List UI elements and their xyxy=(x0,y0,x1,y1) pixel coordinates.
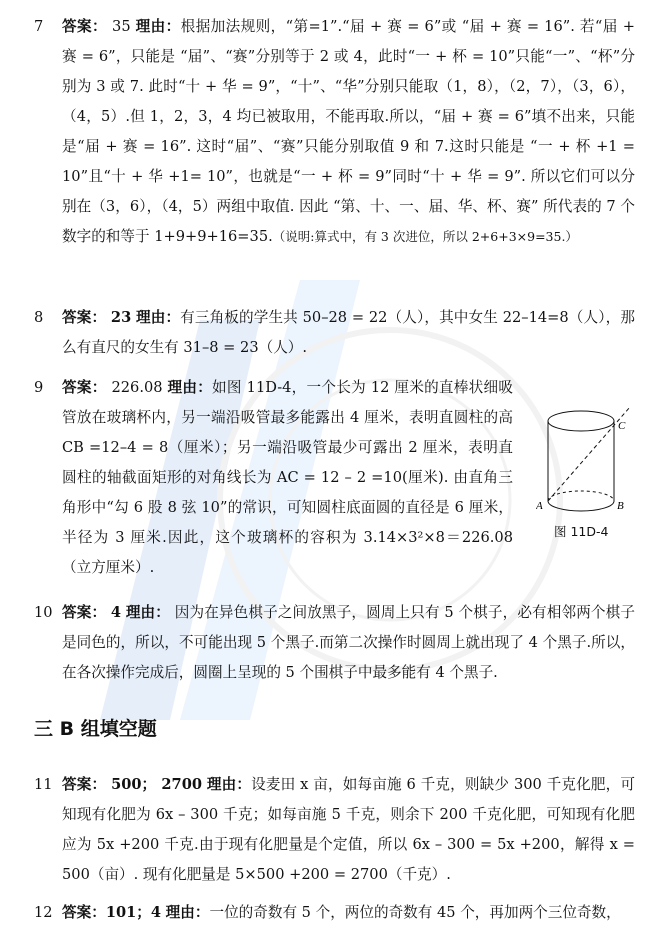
answer-value: 226.08 xyxy=(111,379,163,396)
answer-label: 答案 xyxy=(62,904,92,921)
reason-label: 理由 xyxy=(165,904,195,921)
figure-label-b: B xyxy=(617,500,624,512)
answer-item-8 xyxy=(0,303,661,363)
answer-item-10 xyxy=(0,598,661,693)
item-body: 答案： 4 理由： 因为在异色棋子之间放黑子，圆周上只有 5 个棋子，必有相邻两个棋子是同色的，所以，不可能出现 5 个黑子.而第二次操作时圆周上就出现了 4 个黑子.所以，在各次操作完成后，圆圈上呈现的 5 个围棋子中最多能有 4 个黑子. xyxy=(62,604,635,681)
reason-note: （说明:算式中，有 3 次进位，所以 2+6+3×9=35.） xyxy=(272,229,578,244)
reason-text: 如图 11D-4，一个长为 12 厘米的直棒状细吸管放在玻璃杯内，另一端沿吸管最多能露出 4 厘米，表明直圆柱的高 CB =12–4 = 8（厘米）；另一端沿吸管最少可露出 2 厘米，表明直圆柱的轴截面矩形的对角线长为 AC = 12 – 2 =10(厘米). 由直角三角形中“勾 6 股 8 弦 10”的常识，可知圆柱底面圆的直径是 6 厘米，半径为 3 厘米.因此，这个玻璃杯的容积为 3.14×3²×8＝226.08（立方厘米）. xyxy=(62,379,513,576)
answer-value: 500； 2700 xyxy=(111,776,203,793)
answer-value: 101；4 xyxy=(105,904,162,921)
reason-label: 理由 xyxy=(136,309,166,326)
answer-label: 答案 xyxy=(62,18,92,35)
item-number: 8 xyxy=(34,309,44,326)
item-number: 7 xyxy=(34,18,44,35)
reason-text: 一位的奇数有 5 个，两位的奇数有 45 个，再加两个三位奇数， xyxy=(209,904,621,921)
reason-label: 理由 xyxy=(135,18,166,35)
answer-label: 答案 xyxy=(62,604,92,621)
item-body: 答案： 226.08 理由：如图 11D-4，一个长为 12 厘米的直棒状细吸管放在玻璃杯内，另一端沿吸管最多能露出 4 厘米，表明直圆柱的高 CB =12–4 = 8（厘米）；另一端沿吸管最少可露出 2 厘米，表明直圆柱的轴截面矩形的对角线长为 AC = 12 – 2 =10(厘米). 由直角三角形中“勾 6 股 8 弦 10”的常识，可知圆柱底面圆的直径是 6 厘米，半径为 3 厘米.因此，这个玻璃杯的容积为 3.14×3²×8＝226.08（立方厘米）. xyxy=(62,379,513,576)
answer-label: 答案 xyxy=(62,309,92,326)
item-number: 9 xyxy=(34,379,44,396)
answer-label: 答案 xyxy=(62,776,92,793)
reason-text: 有三角板的学生共 50–28 = 22（人），其中女生 22–14=8（人），那么有直尺的女生有 31–8 = 23（人）. xyxy=(62,309,635,356)
answer-value: 35 xyxy=(112,18,131,35)
answer-item-7 xyxy=(0,12,661,292)
figure-label-a: A xyxy=(536,500,543,512)
item-body: 答案： 23 理由：有三角板的学生共 50–28 = 22（人），其中女生 22–14=8（人），那么有直尺的女生有 31–8 = 23（人）. xyxy=(62,309,635,356)
item-body: 答案： 500； 2700 理由：设麦田 x 亩，如每亩施 6 千克，则缺少 300 千克化肥，可知现有化肥为 6x – 300 千克；如每亩施 5 千克，则余下 200 千克化肥，可知现有化肥应为 5x +200 千克.由于现有化肥量是个定值，所以 6x – 300 = 5x +200，解得 x = 500（亩）. 现有化肥量是 5×500 +200 = 2700（千克）. xyxy=(62,776,635,883)
item-body: 答案： 35 理由：根据加法规则，“第=1”.“届 + 赛 = 6”或 “届 + 赛 = 16”. 若“届 + 赛 = 6”，只能是 “届”、“赛”分别等于 2 或 4，此时“一 + 杯 = 10”只能“一”、“杯”分别为 3 或 7. 此时“十 + 华 = 9”，“十”、“华”分别只能取（1，8），（2，7），（3，6），（4，5）.但 1，2，3，4 均已被取用，不能再取.所以，“届 + 赛 = 6”填不出来，只能是“届 + 赛 = 16”. 这时“届”、“赛”只能分别取值 9 和 7.这时只能是 “一 + 杯 +1 = 10”且“十 + 华 +1= 10”，也就是“一 + 杯 = 9”同时“十 + 华 = 9”. 所以它们可以分别在（3，6），（4，5）两组中取值. 因此 “第、十、一、届、华、杯、赛” 所代表的 7 个数字的和等于 1+9+9+16=35.（说明:算式中，有 3 次进位，所以 2+6+3×9=35.） xyxy=(62,18,635,245)
answer-value: 23 xyxy=(110,309,132,326)
reason-label: 理由 xyxy=(206,776,237,793)
figure-caption: 图 11D-4 xyxy=(554,524,609,539)
answer-value: 4 xyxy=(110,604,122,621)
figure-label-c: C xyxy=(618,420,626,432)
reason-label: 理由 xyxy=(167,379,198,396)
answer-label: 答案 xyxy=(62,379,92,396)
reason-label: 理由 xyxy=(125,604,156,621)
item-number: 11 xyxy=(34,776,53,793)
answer-item-11 xyxy=(0,770,661,890)
item-number: 12 xyxy=(34,904,53,921)
reason-text: 设麦田 x 亩，如每亩施 6 千克，则缺少 300 千克化肥，可知现有化肥为 6x – 300 千克；如每亩施 5 千克，则余下 200 千克化肥，可知现有化肥应为 5x +200 千克.由于现有化肥量是个定值，所以 6x – 300 = 5x +200，解得 x = 500（亩）. 现有化肥量是 5×500 +200 = 2700（千克）. xyxy=(62,776,635,883)
answer-item-12 xyxy=(0,898,661,930)
item-number: 10 xyxy=(34,604,53,621)
reason-text: 根据加法规则，“第=1”.“届 + 赛 = 6”或 “届 + 赛 = 16”. 若“届 + 赛 = 6”，只能是 “届”、“赛”分别等于 2 或 4，此时“一 + 杯 = 10”只能“一”、“杯”分别为 3 或 7. 此时“十 + 华 = 9”，“十”、“华”分别只能取（1，8），（2，7），（3，6），（4，5）.但 1，2，3，4 均已被取用，不能再取.所以，“届 + 赛 = 6”填不出来，只能是“届 + 赛 = 16”. 这时“届”、“赛”只能分别取值 9 和 7.这时只能是 “一 + 杯 +1 = 10”且“十 + 华 +1= 10”，也就是“一 + 杯 = 9”同时“十 + 华 = 9”. 所以它们可以分别在（3，6），（4，5）两组中取值. 因此 “第、十、一、届、华、杯、赛” 所代表的 7 个数字的和等于 1+9+9+16=35. xyxy=(62,18,635,245)
item-body: 答案：101；4 理由：一位的奇数有 5 个，两位的奇数有 45 个，再加两个三位奇数， xyxy=(62,904,621,921)
section-heading: 三 B 组填空题 xyxy=(34,718,157,740)
reason-text: 因为在异色棋子之间放黑子，圆周上只有 5 个棋子，必有相邻两个棋子是同色的，所以，不可能出现 5 个黑子.而第二次操作时圆周上就出现了 4 个黑子.所以，在各次操作完成后，圆圈上呈现的 5 个围棋子中最多能有 4 个黑子. xyxy=(62,604,635,681)
